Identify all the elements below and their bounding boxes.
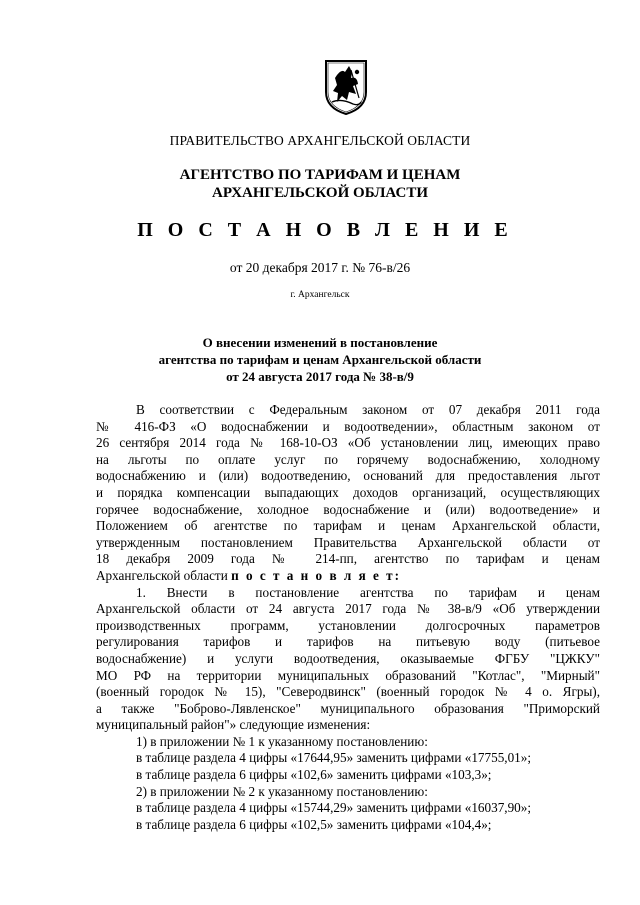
subject-line-1: О внесении изменений в постановление [202,335,438,350]
body-line: горячее водоснабжение, холодное водоснабжение и (или) водоотведение» и [96,501,600,517]
body-line: утвержденным постановлением Правительства Архангельской области от [96,534,600,550]
body-line: а также "Боброво-Лявленское" муниципального образования "Приморский [96,700,600,716]
date-number: от 20 декабря 2017 г. № 76-в/26 [229,260,411,275]
document-type: П О С Т А Н О В Л Е Н И Е [137,219,513,241]
coat-of-arms-icon [323,58,369,116]
body-line: Положением об агентстве по тарифам и ценам Архангельской области, [96,518,600,534]
list-item: в таблице раздела 4 цифры «17644,95» заменить цифрами «17755,01»; [136,750,532,766]
list-item: в таблице раздела 4 цифры «15744,29» заменить цифрами «16037,90»; [136,800,532,816]
document-subject [0,334,640,385]
body-line: МО РФ на территории муниципальных образований "Котлас", "Мирный" [96,667,600,683]
body-line [96,568,600,585]
body-line: на льготы по оплате услуг по горячему водоснабжению, холодному [96,451,600,467]
body-line: 18 декабря 2009 года № 214-пп, агентство по тарифам и ценам [96,551,600,567]
body-line: В соответствии с Федеральным законом от 07 декабря 2011 года [136,402,600,417]
list-item: в таблице раздела 6 цифры «102,6» заменить цифрами «103,3»; [136,767,492,783]
body-line: (военный городок № 15), "Северодвинск" (военный городок № 4 о. Ягры), [96,684,600,700]
body-line: регулирования тарифов и тарифов на питьевую воду (питьевое [96,634,600,650]
city: г. Архангельск [290,290,350,300]
document-body [96,402,600,833]
agency-name [0,166,640,202]
body-line: водоснабжению и (или) водоотведению, оснований для предоставления льгот [96,468,600,484]
body-line: 26 сентября 2014 года № 168-10-ОЗ «Об установлении лиц, имеющих право [96,435,600,451]
subject-line-2: агентства по тарифам и ценам Архангельской области [158,352,482,367]
body-line: муниципальный район"» следующие изменения: [96,717,371,733]
body-line: Архангельской области от 24 августа 2017 года № 38-в/9 «Об утверждении [96,601,600,617]
body-line: производственных программ, установлении долгосрочных параметров [96,617,600,633]
agency-line-1: АГЕНТСТВО ПО ТАРИФАМ И ЦЕНАМ [179,167,461,183]
list-item: 2) в приложении № 2 к указанному постановлению: [136,783,428,799]
body-line: № 416-ФЗ «О водоснабжении и водоотведении», областным законом от [96,418,600,434]
body-line-text: Архангельской области [96,567,232,583]
decree-word: п о с т а н о в л я е т: [231,567,402,583]
body-line: водоснабжение) и услуги водоотведения, оказываемые ФГБУ "ЦЖКУ" [96,650,600,666]
agency-line-2: АРХАНГЕЛЬСКОЙ ОБЛАСТИ [212,185,428,201]
body-line: и порядка компенсации выпадающих доходов организаций, осуществляющих [96,484,600,500]
list-item: в таблице раздела 6 цифры «102,5» заменить цифрами «104,4»; [136,816,492,832]
list-item: 1) в приложении № 1 к указанному постановлению: [136,733,428,749]
government-name: ПРАВИТЕЛЬСТВО АРХАНГЕЛЬСКОЙ ОБЛАСТИ [169,133,471,148]
subject-line-3: от 24 августа 2017 года № 38-в/9 [226,369,414,384]
body-line: 1. Внести в постановление агентства по тарифам и ценам [136,584,600,600]
